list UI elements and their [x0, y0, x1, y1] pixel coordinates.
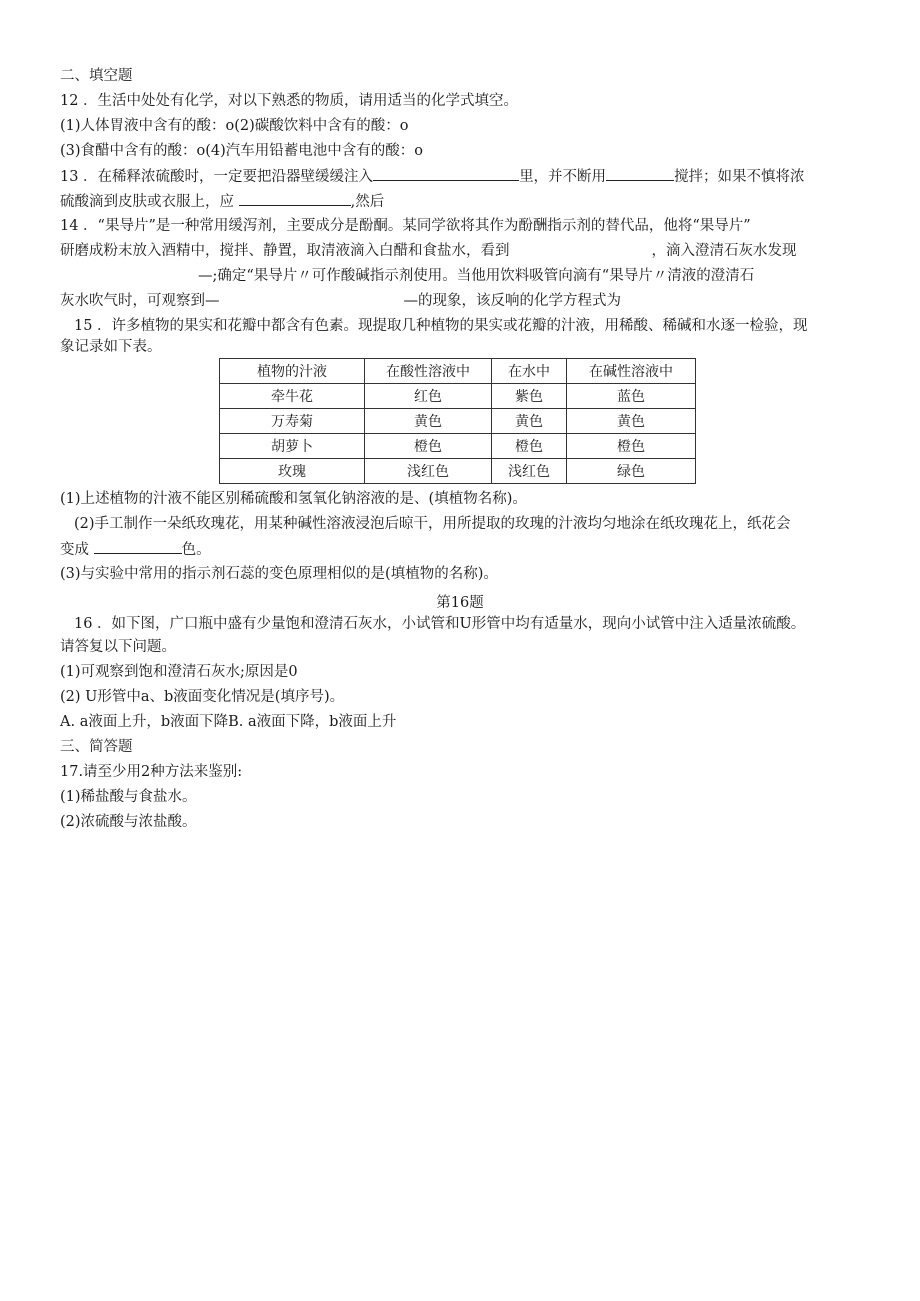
table-row — [220, 459, 696, 484]
table-row — [220, 384, 696, 409]
table-cell: 橙色 — [492, 434, 567, 459]
table-cell: 蓝色 — [567, 384, 696, 409]
table-row — [220, 434, 696, 459]
q15-text-a: 变成 — [60, 542, 89, 558]
answer-blank[interactable] — [239, 191, 351, 206]
table-cell: 牵牛花 — [220, 384, 365, 409]
q14-text-c: 灰水吹气时，可观察到— — [60, 293, 220, 309]
table-cell: 浅红色 — [492, 459, 567, 484]
q15-sub2-cont — [60, 539, 211, 560]
q16-stem-cont: 请答复以下问题。 — [60, 639, 176, 655]
q14-line3: —;确定“果导片〃可作酸碱指示剂使用。当他用饮料吸管向滴有“果导片〃清液的澄清石 — [198, 268, 755, 284]
table-cell: 橙色 — [567, 434, 696, 459]
q12-sub-3-4: (3)食醋中含有的酸：o(4)汽车用铅蓄电池中含有的酸：o — [60, 143, 424, 159]
q14-text-b: ，滴入澄清石灰水发现 — [651, 243, 797, 259]
answer-blank[interactable] — [94, 539, 182, 554]
q15-text-b: 色。 — [181, 542, 211, 558]
table-cell: 绿色 — [567, 459, 696, 484]
q14-text-a: 研磨成粉末放入酒精中，搅拌、静置，取清液滴入白醋和食盐水，看到 — [60, 243, 510, 259]
figure-caption: 第16题 — [436, 595, 484, 611]
q14-line4 — [60, 291, 621, 311]
q16-stem: 16 ．如下图，广口瓶中盛有少量饱和澄清石灰水，小试管和U形管中均有适量水，现向小试管中注入适量浓硫酸。 — [74, 616, 806, 632]
q13-text-d: 硫酸滴到皮肤或衣服上，应 — [60, 194, 234, 210]
section-heading-short-answer: 三、简答题 — [60, 739, 133, 755]
table-cell: 黄色 — [567, 409, 696, 434]
q16-options: A. a液面上升，b液面下降B. a液面下降，b液面上升 — [60, 714, 397, 730]
answer-blank[interactable] — [606, 166, 674, 181]
q15-sub3: (3)与实验中常用的指示剂石蕊的变色原理相似的是(填植物的名称)。 — [60, 566, 498, 582]
table-cell: 橙色 — [365, 434, 492, 459]
table-header-cell: 在水中 — [492, 359, 567, 384]
table-cell: 胡萝卜 — [220, 434, 365, 459]
indicator-table — [219, 358, 696, 484]
table-cell: 万寿菊 — [220, 409, 365, 434]
q17-sub2: (2)浓硫酸与浓盐酸。 — [60, 814, 197, 830]
table-cell: 浅红色 — [365, 459, 492, 484]
q17-stem: 17.请至少用2种方法来鉴别: — [60, 764, 243, 780]
q12-stem: 12 ．生活中处处有化学，对以下熟悉的物质，请用适当的化学式填空。 — [60, 93, 519, 109]
q16-sub2: (2) U形管中a、b液面变化情况是(填序号)。 — [60, 689, 345, 705]
answer-blank[interactable] — [373, 166, 519, 181]
q16-sub1: (1)可观察到饱和澄清石灰水;原因是0 — [60, 664, 298, 680]
q13-text-e: ,然后 — [350, 194, 385, 210]
q17-sub1: (1)稀盐酸与食盐水。 — [60, 789, 197, 805]
table-header-cell: 在酸性溶液中 — [365, 359, 492, 384]
q14-text-d: —的现象，该反响的化学方程式为 — [403, 293, 621, 309]
q15-stem: 15 ．许多植物的果实和花瓣中都含有色素。现提取几种植物的果实或花瓣的汁液，用稀酸、稀碱和水逐一检验，现 — [74, 318, 808, 334]
section-heading-fill-blank: 二、填空题 — [60, 68, 133, 84]
table-cell: 玫瑰 — [220, 459, 365, 484]
q15-stem-cont: 象记录如下表。 — [60, 339, 162, 355]
table-header-cell: 在碱性溶液中 — [567, 359, 696, 384]
q15-sub1: (1)上述植物的汁液不能区别稀硫酸和氢氧化钠溶液的是、(填植物名称)。 — [60, 491, 527, 507]
q14-line1: 14 ．“果导片”是一种常用缓泻剂，主要成分是酚酮。某同学欲将其作为酚酬指示剂的替代品，他将“果导片” — [60, 218, 751, 234]
table-cell: 红色 — [365, 384, 492, 409]
q13-line1 — [60, 166, 805, 187]
q13-text-a: 13 ．在稀释浓硫酸时，一定要把沿器壁缓缓注入 — [60, 169, 374, 185]
table-header-row — [220, 359, 696, 384]
q13-text-c: 搅拌；如果不慎将浓 — [674, 169, 805, 185]
table-header-cell: 植物的汁液 — [220, 359, 365, 384]
q13-line2 — [60, 191, 384, 212]
table-cell: 紫色 — [492, 384, 567, 409]
q13-text-b: 里，并不断用 — [519, 169, 607, 185]
table-cell: 黄色 — [492, 409, 567, 434]
q14-line2 — [60, 241, 797, 261]
q12-sub-1-2: (1)人体胃液中含有的酸：o(2)碳酸饮料中含有的酸：o — [60, 118, 409, 134]
q15-sub2: (2)手工制作一朵纸玫瑰花，用某种碱性溶液浸泡后晾干，用所提取的玫瑰的汁液均匀地涂在纸玫瑰花上，纸花会 — [74, 516, 791, 532]
table-row — [220, 409, 696, 434]
table-cell: 黄色 — [365, 409, 492, 434]
